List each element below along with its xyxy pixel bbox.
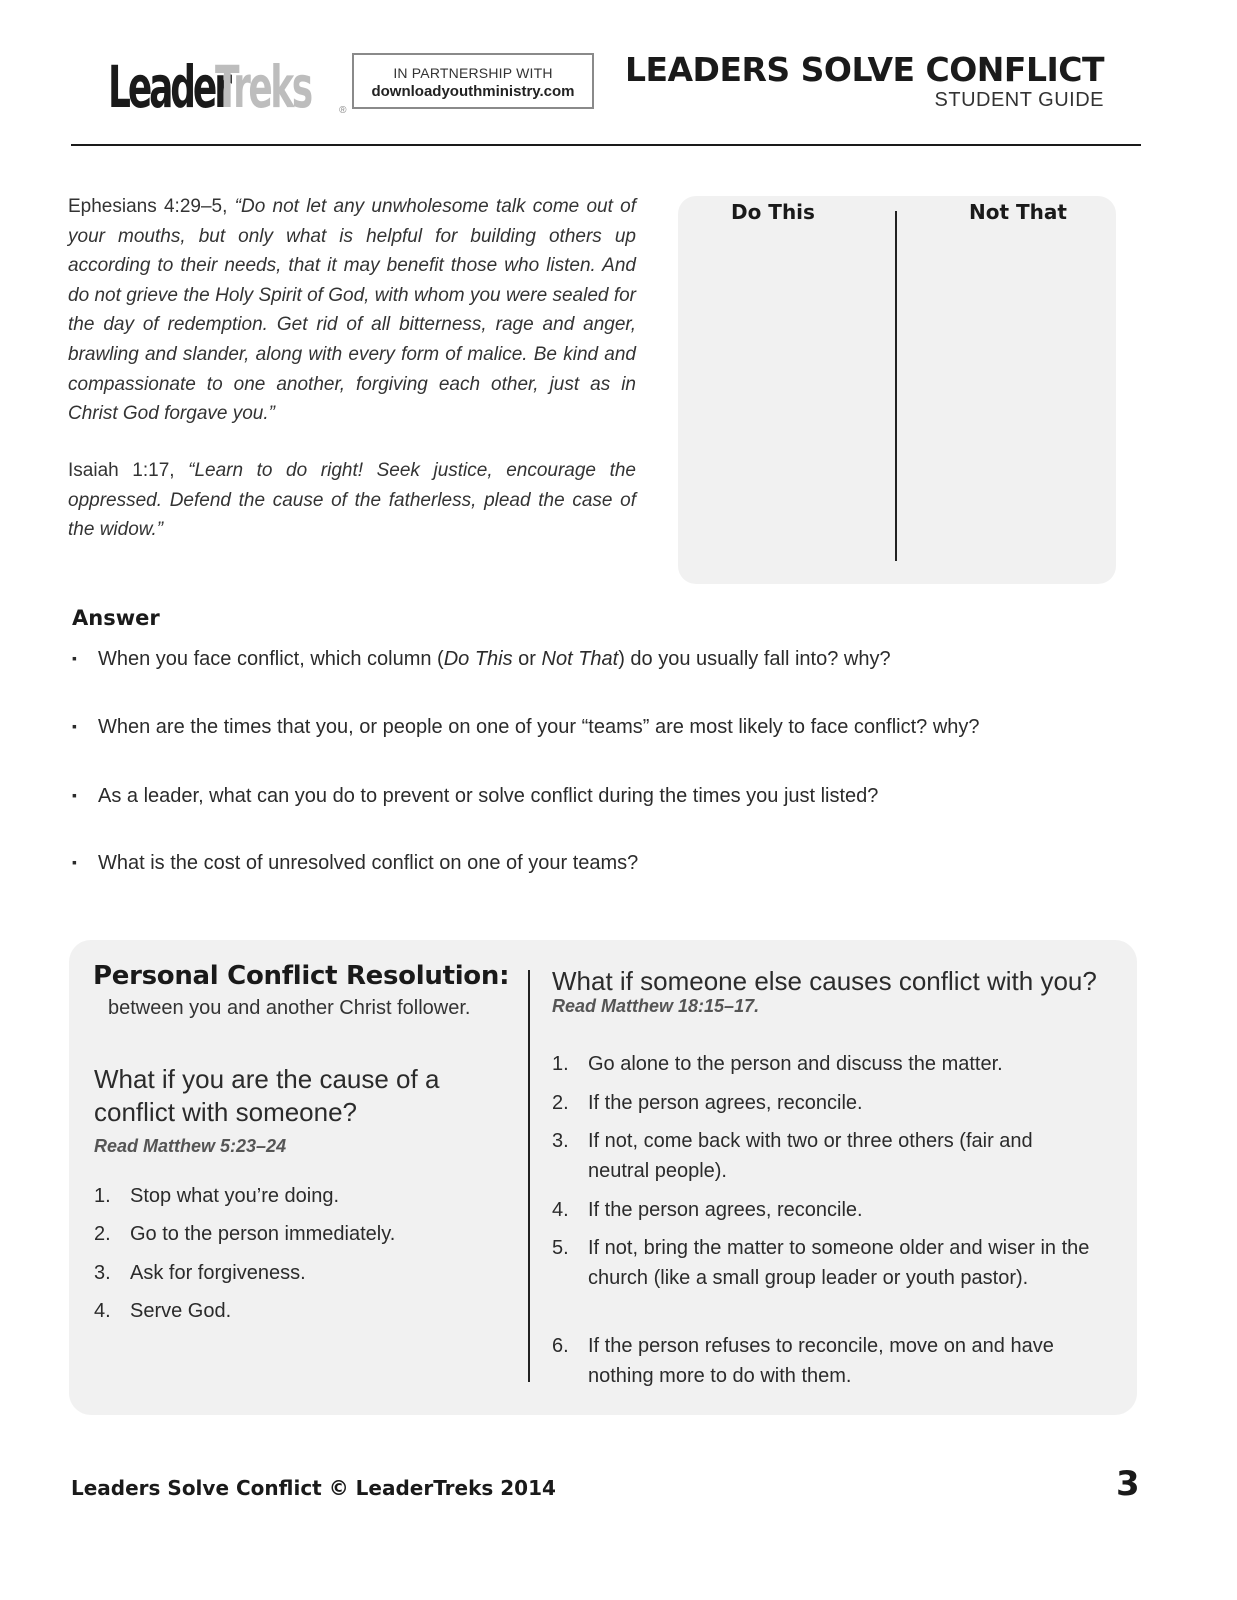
header-rule	[71, 144, 1141, 146]
scripture-isaiah	[68, 456, 636, 545]
list-item: 3. Ask for forgiveness.	[94, 1262, 306, 1284]
list-item: 3. If not, come back with two or three others (fair and neutral people).	[552, 1130, 1033, 1182]
footer-copyright: Leaders Solve Conflict © LeaderTreks 2014	[71, 1476, 556, 1500]
list-item: 2. Go to the person immediately.	[94, 1223, 396, 1245]
document-title: LEADERS SOLVE CONFLICT	[624, 50, 1104, 89]
bullet-icon: ▪	[72, 787, 77, 803]
logo-leader-text: Leader	[108, 53, 229, 121]
column-divider	[895, 211, 897, 561]
left-scripture-ref: Read Matthew 5:23–24	[94, 1136, 287, 1156]
resolution-divider	[528, 970, 530, 1382]
question-text: As a leader, what can you do to prevent or solve conflict during the times you just listed?	[98, 785, 879, 807]
leadertreks-logo	[108, 52, 347, 121]
do-this-header: Do This	[731, 200, 815, 224]
question-item	[72, 648, 891, 671]
question-text: What is the cost of unresolved conflict on one of your teams?	[98, 852, 639, 874]
list-item: 4. If the person agrees, reconcile.	[552, 1199, 863, 1221]
answer-heading: Answer	[72, 606, 160, 630]
left-scenario-heading: What if you are the cause of a conflict with someone?	[94, 1064, 440, 1127]
list-item: 1. Go alone to the person and discuss the matter.	[552, 1053, 1003, 1075]
scripture-ref: Ephesians 4:29–5,	[68, 196, 235, 217]
resolution-title: Personal Conflict Resolution:	[93, 961, 510, 991]
list-item: 6. If the person refuses to reconcile, move on and have nothing more to do with them.	[552, 1335, 1054, 1387]
list-item: 4. Serve God.	[94, 1300, 232, 1322]
question-item	[72, 785, 878, 808]
question-item	[72, 716, 980, 739]
scripture-quote: “Learn to do right! Seek justice, encourage the oppressed. Defend the cause of the fatherless, plead the case of the widow.”	[68, 460, 636, 541]
right-scripture-ref: Read Matthew 18:15–17.	[552, 996, 760, 1016]
scripture-ref: Isaiah 1:17,	[68, 460, 189, 481]
document-title-block	[625, 52, 1104, 112]
scripture-quote: “Do not let any unwholesome talk come out of your mouths, but only what is helpful for building others up according to their needs, that it may benefit those who listen. And do not grieve the Holy Spirit of God, with whom you were sealed for the day of redemption. Get rid of all bitterness, rage and anger, brawling and slander, along with every form of malice. Be kind and compassionate to one another, forgiving each other, just as in Christ God forgave you.”	[68, 196, 637, 425]
do-this-not-that-box	[678, 196, 1116, 584]
partnership-label: IN PARTNERSHIP WITH	[393, 65, 553, 81]
list-item: 2. If the person agrees, reconcile.	[552, 1092, 863, 1114]
bullet-icon: ▪	[72, 650, 77, 666]
bullet-icon: ▪	[72, 854, 77, 870]
question-item	[72, 852, 638, 875]
document-subtitle: STUDENT GUIDE	[934, 89, 1104, 111]
scripture-ephesians	[68, 192, 636, 429]
right-scenario-heading: What if someone else causes conflict with you?	[552, 966, 1097, 996]
list-item: 5. If not, bring the matter to someone older and wiser in the church (like a small group leader or youth pastor).	[552, 1237, 1090, 1289]
page-number: 3	[1116, 1464, 1140, 1504]
partnership-site: downloadyouthministry.com	[371, 83, 575, 100]
logo-treks-text: Treks	[214, 53, 311, 121]
registered-mark: ®	[339, 105, 347, 116]
bullet-icon: ▪	[72, 718, 77, 734]
question-text: When are the times that you, or people on one of your “teams” are most likely to face conflict? why?	[98, 716, 980, 738]
question-text: When you face conflict, which column (Do This or Not That) do you usually fall into? why?	[98, 648, 891, 670]
resolution-subtitle: between you and another Christ follower.	[108, 997, 471, 1019]
partnership-box	[352, 53, 594, 109]
list-item: 1. Stop what you’re doing.	[94, 1185, 340, 1207]
not-that-header: Not That	[969, 200, 1067, 224]
